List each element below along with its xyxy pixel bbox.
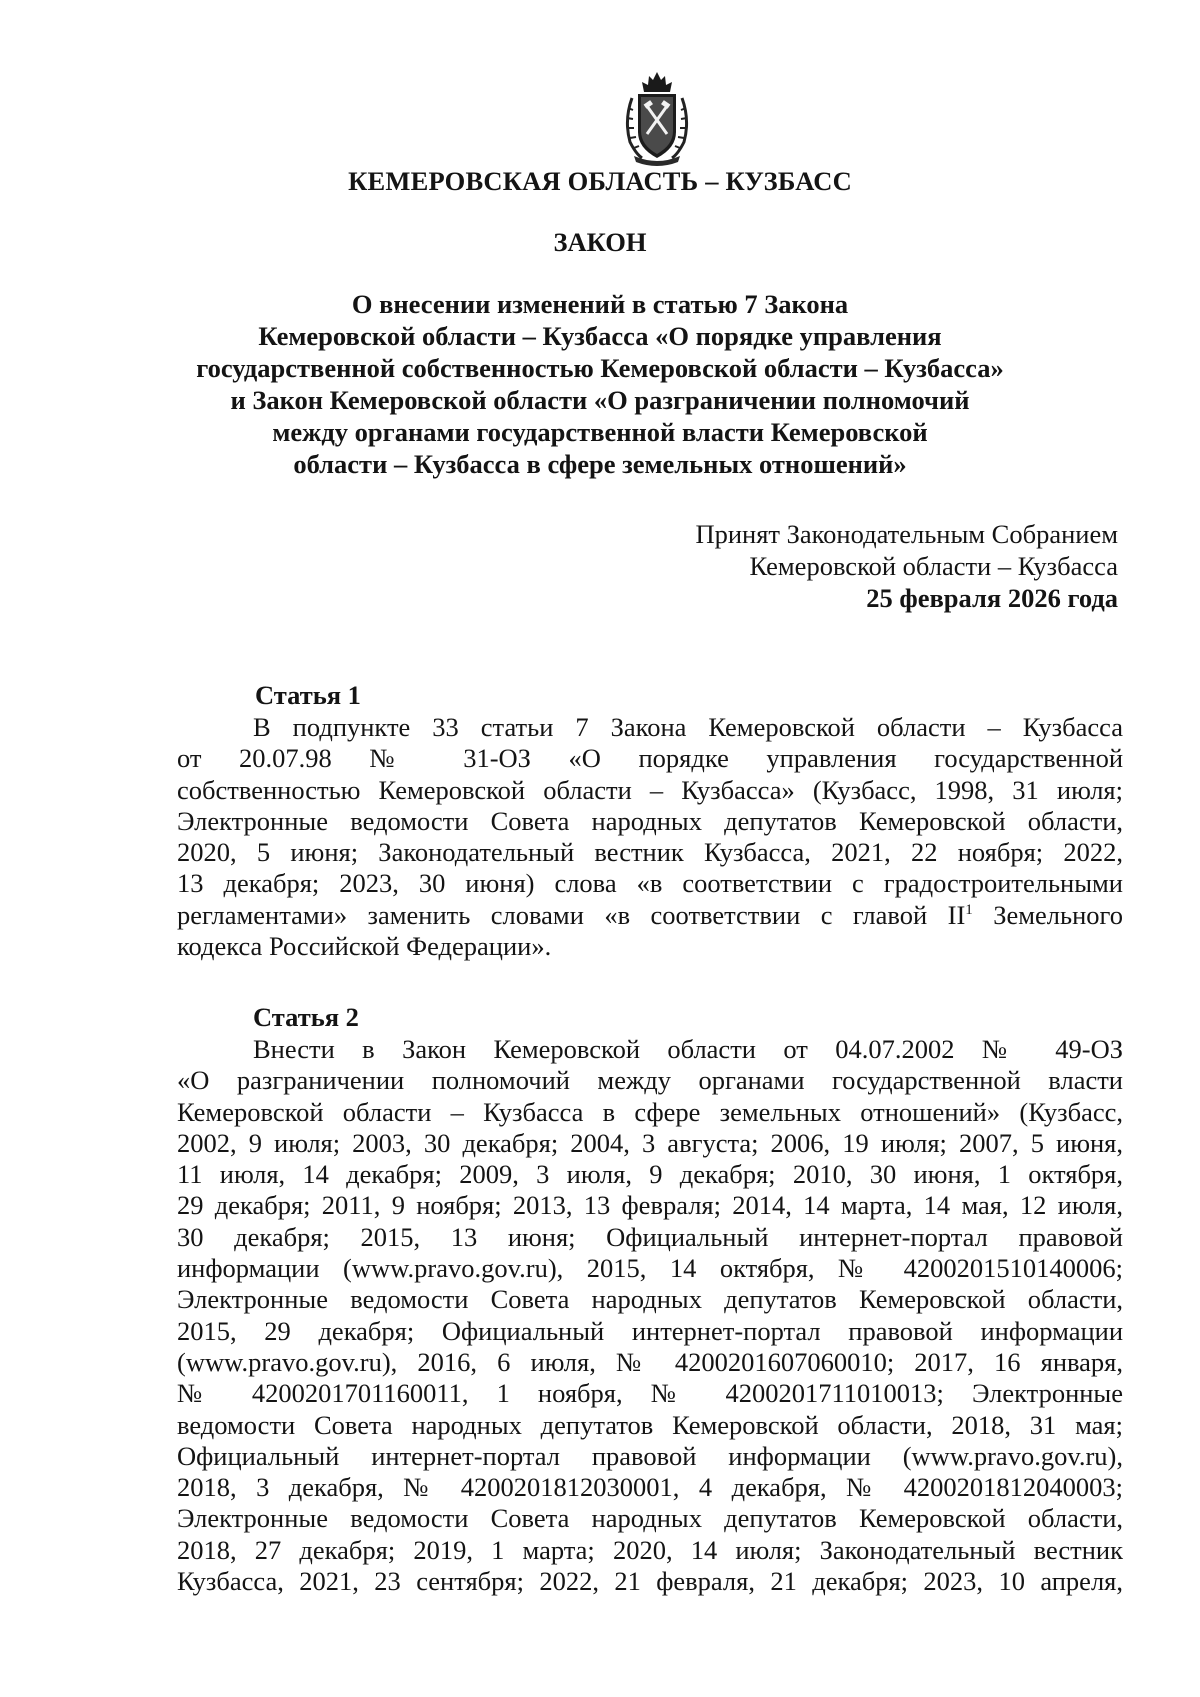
law-title-line: Кемеровской области – Кузбасса «О порядке управления	[258, 321, 942, 351]
superscript: 1	[965, 901, 973, 918]
article-2-line: 2015, 29 декабря; Официальный интернет-портал правовой информации	[177, 1315, 1123, 1346]
adoption-line: Кемеровской области – Кузбасса	[749, 551, 1118, 581]
article-2-line: Официальный интернет-портал правовой информации (www.pravo.gov.ru),	[177, 1440, 1123, 1471]
article-1-heading: Статья 1	[255, 680, 361, 710]
article-2-line: 29 декабря; 2011, 9 ноября; 2013, 13 февраля; 2014, 14 марта, 14 мая, 12 июля,	[177, 1190, 1123, 1221]
article-2-line: Внести в Закон Кемеровской области от 04.07.2002 № 49-ОЗ	[253, 1034, 1123, 1064]
article-1-line-tail: Земельного	[972, 899, 1123, 930]
adoption-block	[695, 518, 1118, 614]
document-type: ЗАКОН	[553, 227, 647, 257]
law-title-line: области – Кузбасса в сфере земельных отношений»	[293, 449, 907, 479]
law-title	[0, 288, 1200, 480]
coat-of-arms-icon	[620, 68, 694, 166]
law-title-line: О внесении изменений в статью 7 Закона	[351, 289, 849, 319]
article-2-heading: Статья 2	[253, 1002, 359, 1032]
article-1-line: кодекса Российской Федерации».	[177, 931, 552, 962]
article-2-line: 2002, 9 июля; 2003, 30 декабря; 2004, 3 августа; 2006, 19 июля; 2007, 5 июня,	[177, 1127, 1123, 1158]
article-2-line: 30 декабря; 2015, 13 июня; Официальный интернет-портал правовой	[177, 1221, 1123, 1252]
article-2-line: № 4200201701160011, 1 ноября, № 4200201711010013; Электронные	[177, 1378, 1123, 1409]
article-2-line: Электронные ведомости Совета народных депутатов Кемеровской области,	[177, 1503, 1123, 1534]
article-2-line: «О разграничении полномочий между органами государственной власти	[177, 1065, 1123, 1096]
article-1-line: от 20.07.98 № 31-ОЗ «О порядке управления государственной	[177, 743, 1123, 774]
article-1-line: 2020, 5 июня; Законодательный вестник Кузбасса, 2021, 22 ноября; 2022,	[177, 837, 1123, 868]
article-1-line-text: регламентами» заменить словами «в соответствии с главой II	[177, 899, 966, 930]
article-1-line: Электронные ведомости Совета народных депутатов Кемеровской области,	[177, 805, 1123, 836]
law-title-line: между органами государственной власти Кемеровской	[272, 417, 928, 447]
article-1-body	[177, 712, 1123, 962]
article-1-line: 13 декабря; 2023, 30 июня) слова «в соответствии с градостроительными	[177, 868, 1123, 899]
law-title-line: государственной собственностью Кемеровской области – Кузбасса»	[196, 353, 1004, 383]
adoption-line: Принят Законодательным Собранием	[695, 519, 1118, 549]
article-2-body	[177, 1034, 1123, 1597]
region-title: КЕМЕРОВСКАЯ ОБЛАСТЬ – КУЗБАСС	[348, 166, 852, 196]
article-2-line: ведомости Совета народных депутатов Кемеровской области, 2018, 31 мая;	[177, 1409, 1123, 1440]
article-2-line: 2018, 3 декабря, № 4200201812030001, 4 декабря, № 4200201812040003;	[177, 1472, 1123, 1503]
article-2-line: информации (www.pravo.gov.ru), 2015, 14 октября, № 4200201510140006;	[177, 1253, 1123, 1284]
article-2-line: 2018, 27 декабря; 2019, 1 марта; 2020, 14 июля; Законодательный вестник	[177, 1534, 1123, 1565]
article-2-line: Электронные ведомости Совета народных депутатов Кемеровской области,	[177, 1284, 1123, 1315]
article-1-line: В подпункте 33 статьи 7 Закона Кемеровской области – Кузбасса	[253, 712, 1123, 742]
article-2-line: 11 июля, 14 декабря; 2009, 3 июля, 9 декабря; 2010, 30 июня, 1 октября,	[177, 1159, 1123, 1190]
article-2-line: Кемеровской области – Кузбасса в сфере земельных отношений» (Кузбасс,	[177, 1096, 1123, 1127]
article-2-line: (www.pravo.gov.ru), 2016, 6 июля, № 4200201607060010; 2017, 16 января,	[177, 1346, 1123, 1377]
article-1-line	[177, 900, 1123, 931]
article-2-line: Кузбасса, 2021, 23 сентября; 2022, 21 февраля, 21 декабря; 2023, 10 апреля,	[177, 1566, 1123, 1597]
adoption-date: 25 февраля 2026 года	[866, 583, 1118, 613]
law-title-line: и Закон Кемеровской области «О разграничении полномочий	[230, 385, 970, 415]
article-1-line: собственностью Кемеровской области – Кузбасса» (Кузбасс, 1998, 31 июля;	[177, 774, 1123, 805]
